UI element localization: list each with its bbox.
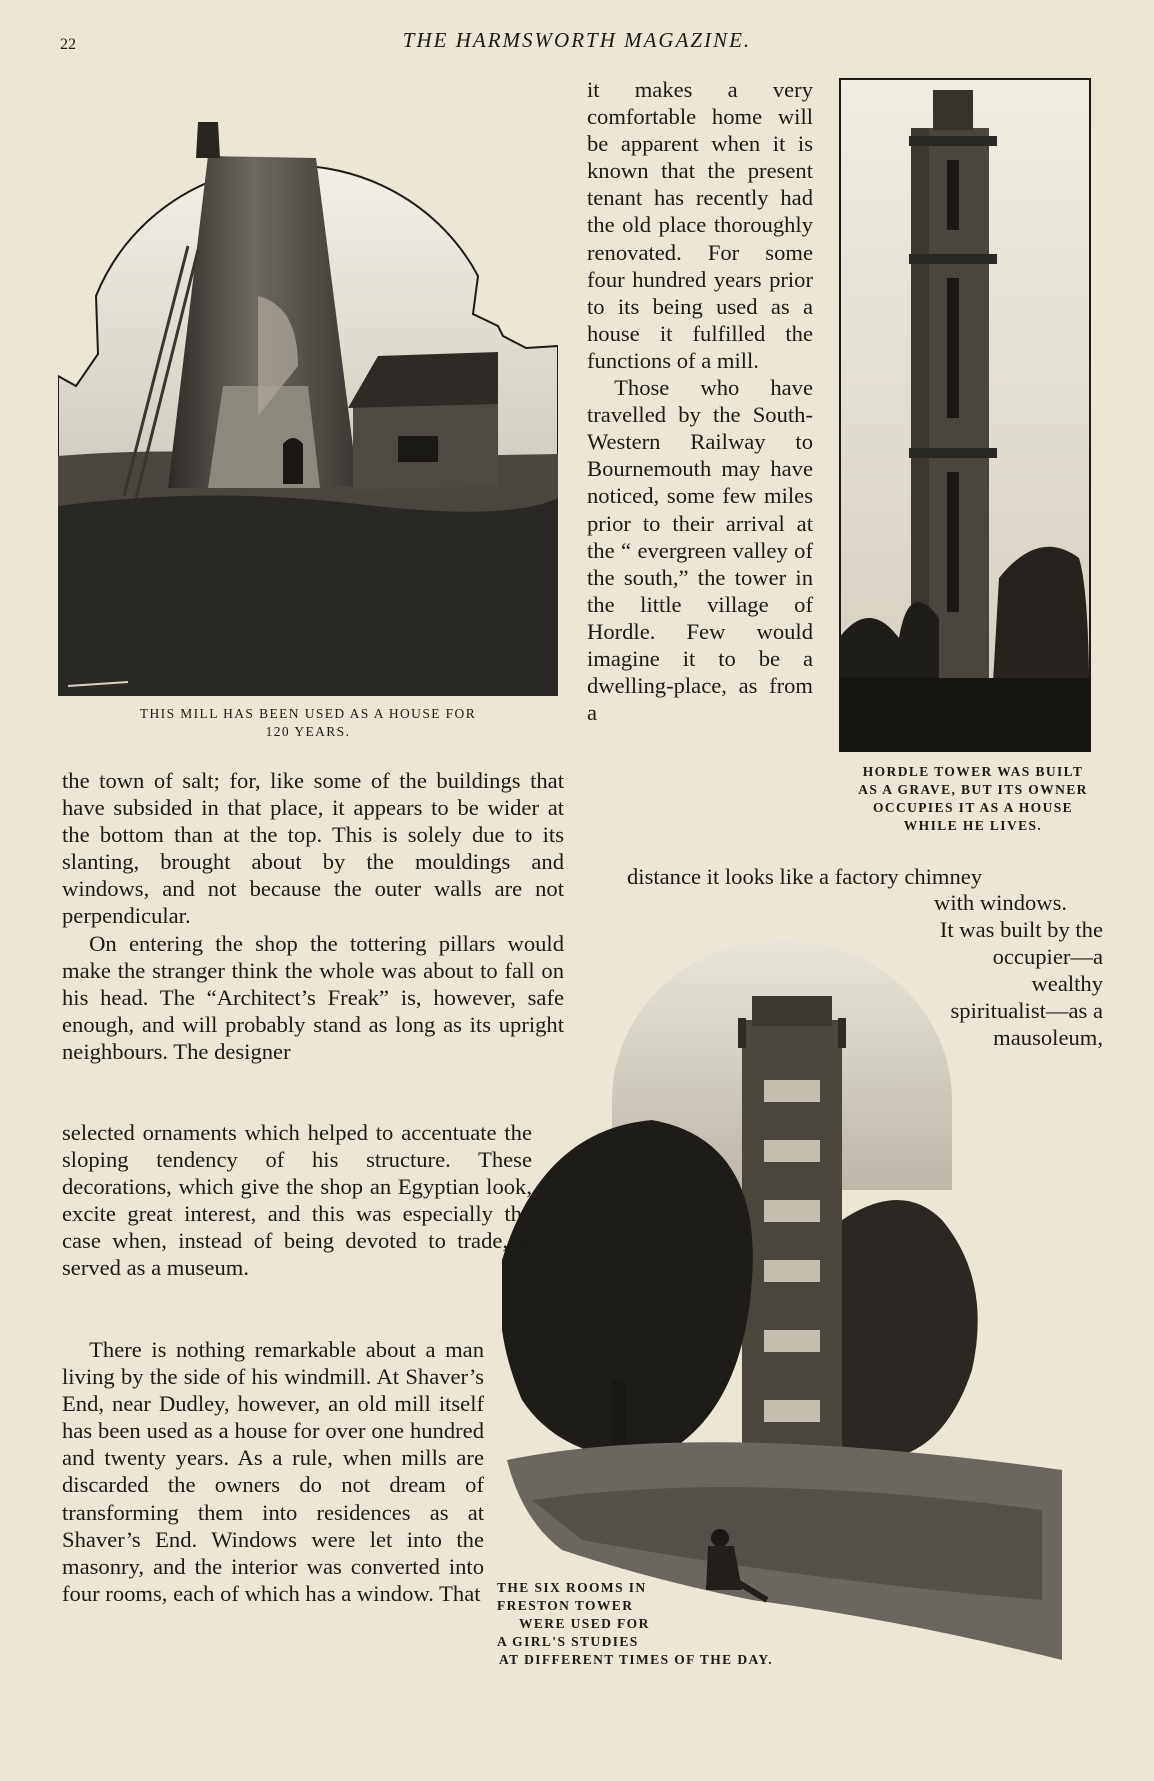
running-header: THE HARMSWORTH MAGAZINE. <box>402 28 752 52</box>
middle-paragraph-1: it makes a very comfortable home will be apparent when it is known that the present tenant has recently had the old place thoroughly renovated. For some four hundred years prior to its being used as a house it fulfilled the functions of a mill. <box>587 77 813 373</box>
flow-line-2: with windows. <box>934 890 1068 915</box>
left-column-bottom <box>62 1336 484 1607</box>
hordle-caption-line-2: AS A GRAVE, BUT ITS OWNER <box>858 782 1088 797</box>
mill-caption <box>58 705 558 741</box>
hordle-caption-line-4: WHILE HE LIVES. <box>903 818 1043 833</box>
freston-caption-line-5: AT DIFFERENT TIMES OF THE DAY. <box>499 1652 774 1667</box>
mill-caption-line-1: THIS MILL HAS BEEN USED AS A HOUSE FOR <box>139 706 477 721</box>
middle-paragraph-2: Those who have travelled by the South-Western Railway to Bournemouth may have noticed, some few miles prior to their arrival at the “ evergreen valley of the south,” the tower in the little village of Hordle. Few would imagine it to be a dwelling-place, as from a <box>587 375 813 726</box>
left-paragraph-2a: On entering the shop the tottering pillars would make the stranger think the whole was about to fall on his head. The “Architect’s Freak” is, however, safe enough, and will probably stand as long as its upright neighbours. The designer <box>62 930 564 1064</box>
left-paragraph-1: the town of salt; for, like some of the buildings that have subsided in that place, it appears to be wider at the bottom than at the top. This is solely due to its slanting, brought about by the mouldings and windows, and not because the outer walls are not perpendicular. <box>62 768 564 929</box>
hordle-caption-line-3: OCCUPIES IT AS A HOUSE <box>872 800 1074 815</box>
freston-tower-photograph <box>502 900 1072 1690</box>
left-column-lower <box>62 1119 532 1282</box>
freston-caption-line-1: THE SIX ROOMS IN <box>497 1580 647 1595</box>
left-paragraph-3: There is nothing remarkable about a man living by the side of his windmill. At Shaver’s End, near Dudley, however, an old mill itself has been used as a house for over one hundred and twenty years. As a rule, when mills are discarded the owners do not dream of transforming them into residences as at Shaver’s End. Windows were let into the masonry, and the interior was converted into four rooms, each of which has a window. That <box>62 1337 484 1606</box>
hordle-caption-line-1: HORDLE TOWER WAS BUILT <box>862 764 1084 779</box>
left-column-upper <box>62 767 564 1065</box>
middle-column <box>587 76 813 726</box>
right-paragraph: It was built by the occupier—a wealthy spiritualist—as a mausoleum, <box>939 917 1103 1051</box>
freston-caption-line-4: A GIRL'S STUDIES <box>497 1634 639 1649</box>
freston-caption <box>497 1579 897 1669</box>
page-number: 22 <box>60 36 76 53</box>
freston-caption-line-3: WERE USED FOR <box>519 1616 650 1631</box>
hordle-caption <box>838 763 1108 835</box>
freston-caption-line-2: FRESTON TOWER <box>497 1598 634 1613</box>
flow-line-1: distance it looks like a factory chimney <box>627 864 983 889</box>
hordle-tower-photograph <box>839 78 1091 752</box>
mill-caption-line-2: 120 YEARS. <box>265 724 351 739</box>
mill-photograph <box>58 86 558 696</box>
left-paragraph-2b: selected ornaments which helped to accentuate the sloping tendency of his structure. These decorations, which give the shop an Egyptian look, excite great interest, and this was especially the case when, instead of being devoted to trade, it served as a museum. <box>62 1120 532 1281</box>
